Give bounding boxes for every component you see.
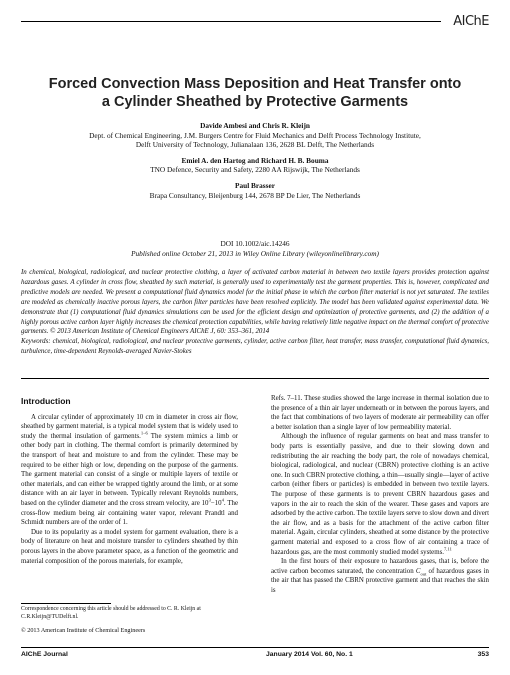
intro-paragraph-2: Due to its popularity as a model system for garment evaluation, there is a body of literature on heat and moisture transfer to cylinders sheathed by thin porous layers in the above parameter space, as a function of the geometric and material composition of the porous materials, for example, [21, 528, 238, 565]
intro-p1-b: The system mimics a limb or other body part in clothing. The thermal comfort is primarily determined by the transport of heat and moisture to and from the cylinder. These may be required to be either high or low, depending on the purpose of the garments. The garment material can consist of a single or multiple layers of textile or other materials, and can either be wrapped tightly around the limb, or at some distance with an air layer in between. Typically relevant Reynolds numbers, based on the cylinder diameter and the cross stream velocity, are 10 [21, 432, 238, 507]
intro-p1-c: . The cross-flow medium being air containing water vapor, relevant Prandtl and Schmidt numbers are of the order of 1. [21, 499, 238, 527]
page-header [21, 14, 489, 29]
publication-info [20, 239, 490, 259]
abstract-rule [21, 378, 489, 379]
footer-issue: January 2014 Vol. 60, No. 1 [266, 651, 353, 658]
right-p3-a: In the first hours of their exposure to hazardous gases, that is, before the active carbon becomes saturated, the concentration [271, 558, 489, 575]
subscript-out: out [420, 571, 427, 577]
footer-page-number: 353 [477, 651, 489, 658]
keywords-label: Keywords: [21, 338, 51, 346]
published-online: Published online October 21, 2013 in Wiley Online Library (wileyonlinelibrary.com) [131, 249, 379, 258]
intro-p1-a: A circular cylinder of approximately 10 cm in diameter in cross air flow, sheathed by garment material, is a typical model system that is widely used to study the thermal insulation of garments. [21, 413, 238, 440]
author-names-3: Paul Brasser [235, 180, 275, 190]
doi-link[interactable]: DOI 10.1002/aic.14246 [220, 239, 290, 248]
right-p2-a: Although the influence of regular garments on heat and mass transfer to body parts is essentially passive, and due to their slowing down and redistributing the air reaching the body part, the role of nowadays chemical, biological, radiological, and nuclear (CBRN) protective clothing is an active one. In such CBRN protective clothing, a thin—usually single—layer of active carbon (either fibers or particles) is embedded in between two textile layers. The purpose of these garments is to prevent CBRN hazardous gases and vapors in the air to reach the skin of the wearer. These gases and vapors are adsorbed by the active carbon. The textile layers serve to slow down and divert the air flow, and as a basis for the attachment of the active carbon filter material. Again, circular cylinders, sheathed at some distance by the protective garment material and exposed to a cross flow of air containing a trace of hazardous gas, are the most commonly studied model systems. [271, 433, 490, 556]
right-paragraph-3 [271, 557, 489, 595]
abstract-text: In chemical, biological, radiological, and nuclear protective clothing, a layer of activated carbon material in between two textile layers provides protection against hazardous gases. A cylinder in cross flow, sheathed by such material, is generally used to experimentally test the garment properties. This is, however, complicated and predictive models are needed. We present a computational fluid dynamics model for the initial phase in which the carbon filter material is not yet saturated. The textiles are modeled as chemically inactive porous layers, the carbon filter particles have been resolved explicitly. The model has been validated against experimental data. We demonstrate that (1) computational fluid dynamics simulations can be used for the efficient design and optimization of protective garments, and (2) the addition of a highly porous active carbon layer highly increases the chemical protection capabilities, while having relatively little negative impact on the thermal comfort of protective garments. [21, 269, 489, 336]
exponent-3: 3 [208, 497, 211, 503]
affiliation-3-line-1: Brapa Consultancy, Bleijenburg 144, 2678 BP De Lier, The Netherlands [149, 190, 361, 200]
right-paragraph-2 [271, 432, 489, 557]
author-names-1: Davide Ambesi and Chris R. Kleijn [200, 121, 310, 130]
title-line-2: a Cylinder Sheathed by Protective Garments [101, 94, 409, 110]
correspondence-footnote: Correspondence concerning this article should be addressed to C. R. Kleijn at C.R.Kleijn@TUDelft.nl. [21, 606, 201, 620]
author-names-2: Emiel A. den Hartog and Richard H. B. Bouma [181, 155, 329, 165]
affiliation-1-line-1: Dept. of Chemical Engineering, J.M. Burgers Centre for Fluid Mechanics and Delft Process Technology Institute, [89, 130, 421, 140]
abstract [21, 268, 489, 357]
page-copyright: © 2013 American Institute of Chemical Engineers [21, 627, 146, 634]
article-title [30, 75, 480, 111]
affiliation-1-line-2: Delft University of Technology, Julianalaan 136, 2628 BL Delft, The Netherlands [135, 140, 375, 150]
citation-7-11[interactable]: 7,11 [444, 546, 452, 552]
title-line-1: Forced Convection Mass Deposition and Heat Transfer onto [48, 76, 462, 92]
footer-rule [21, 647, 489, 648]
abstract-copyright: © 2013 American Institute of Chemical Engineers AIChE J, 60: 353–361, 2014 [50, 328, 270, 336]
variable-c: C [415, 567, 421, 575]
footnote-rule [21, 603, 111, 604]
page-footer [21, 647, 489, 661]
right-paragraph-1: Refs. 7–11. These studies showed the large increase in thermal isolation due to the presence of a thin air layer underneath or in between the porous layers, and the fact that combinations of two layers of moderate air permeability can offer a better isolation than a single layer of low permeability material. [271, 395, 489, 431]
header-rule [21, 21, 441, 22]
exponent-4: 4 [221, 497, 224, 503]
right-column [271, 394, 489, 595]
intro-paragraph-1 [21, 413, 238, 528]
right-p3-b: of hazardous gases in the air that has passed the CBRN protective garment and that reaches the skin is [271, 567, 489, 594]
section-heading-introduction: Introduction [21, 396, 71, 406]
author-block [20, 118, 490, 200]
affiliation-2-line-1: TNO Defence, Security and Safety, 2280 AA Rijswijk, The Netherlands [150, 165, 360, 175]
keywords-text: chemical, biological, radiological, and nuclear protective garments, cylinder, active carbon filter, heat transfer, mass transfer, computational fluid dynamics, turbulence, time-dependent Reynolds-averaged Navier-Stokes [21, 338, 489, 356]
footer-journal: AIChE Journal [21, 651, 68, 658]
left-column [21, 397, 238, 566]
journal-logo: AIChE [453, 14, 489, 29]
citation-1-6[interactable]: 1–6 [140, 430, 148, 436]
intro-p1-dash: −10 [210, 499, 222, 507]
